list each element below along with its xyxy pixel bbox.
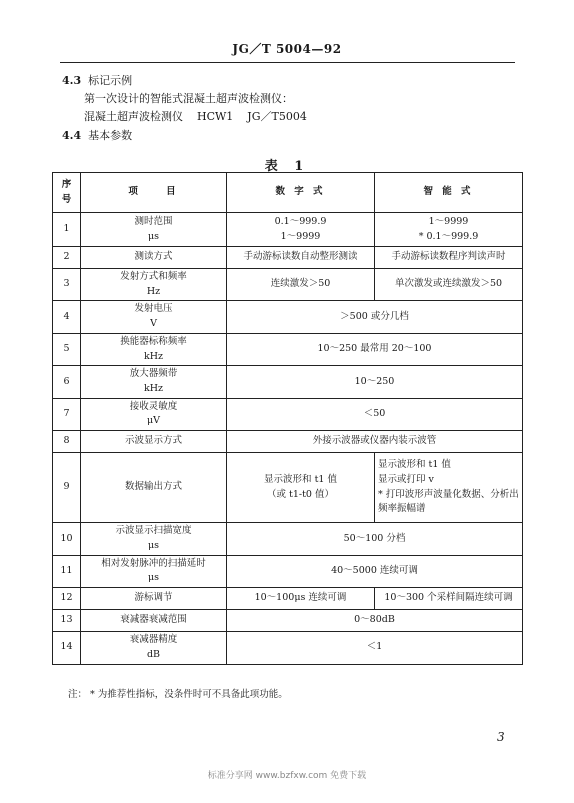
cell-seq: 13 xyxy=(53,610,81,632)
cell-item: 衰减器衰减范围 xyxy=(81,610,227,632)
table-row xyxy=(53,555,523,587)
table-row xyxy=(53,301,523,333)
cell-seq: 10 xyxy=(53,523,81,555)
header-digital: 数 字 式 xyxy=(227,173,375,213)
cell-item: 相对发射脉冲的扫描延时 μs xyxy=(81,555,227,587)
table-caption: 表 1 xyxy=(264,159,310,174)
header-rule xyxy=(60,62,515,63)
cell-item: 发射方式和频率 Hz xyxy=(81,269,227,301)
cell-seq: 6 xyxy=(53,366,81,398)
cell-item: 测时范围 μs xyxy=(81,213,227,247)
cell-seq: 14 xyxy=(53,632,81,664)
cell-value-merged: 10～250 最常用 20～100 xyxy=(227,333,523,365)
cell-item: 放大器频带 kHz xyxy=(81,366,227,398)
table-row xyxy=(53,398,523,430)
section-number: 4.4 xyxy=(62,129,82,142)
cell-value-merged: ＜1 xyxy=(227,632,523,664)
document-header: JG／T 5004—92 xyxy=(232,42,342,56)
table-row xyxy=(53,610,523,632)
example-line-2: 混凝土超声波检测仪 HCW1 JG／T5004 xyxy=(84,110,307,123)
cell-seq: 8 xyxy=(53,431,81,453)
table-row xyxy=(53,366,523,398)
cell-seq: 3 xyxy=(53,269,81,301)
cell-seq: 1 xyxy=(53,213,81,247)
header-seq: 序 号 xyxy=(53,173,81,213)
cell-seq: 9 xyxy=(53,453,81,523)
section-title: 基本参数 xyxy=(88,129,133,142)
cell-digital: 显示波形和 t1 值 （或 t1-t0 值） xyxy=(227,453,375,523)
cell-value-merged: ＞500 或分几档 xyxy=(227,301,523,333)
cell-smart: 显示波形和 t1 值 显示或打印 v * 打印波形声波量化数据、分析出频率振幅谱 xyxy=(375,453,523,523)
cell-smart: 手动游标读数程序判读声时 xyxy=(375,247,523,269)
cell-seq: 7 xyxy=(53,398,81,430)
cell-item: 数据输出方式 xyxy=(81,453,227,523)
cell-value-merged: 10～250 xyxy=(227,366,523,398)
watermark-footer: 标准分享网 www.bzfxw.com 免费下载 xyxy=(207,771,367,781)
table-row xyxy=(53,588,523,610)
cell-digital: 连续激发＞50 xyxy=(227,269,375,301)
table-row xyxy=(53,269,523,301)
section-number: 4.3 xyxy=(62,74,82,87)
cell-item: 示波显示扫描宽度 μs xyxy=(81,523,227,555)
cell-item: 发射电压 V xyxy=(81,301,227,333)
cell-smart: 1～9999 * 0.1～999.9 xyxy=(375,213,523,247)
cell-value-merged: 外接示波器或仪器内装示波管 xyxy=(227,431,523,453)
cell-item: 示波显示方式 xyxy=(81,431,227,453)
cell-smart: 10～300 个采样间隔连续可调 xyxy=(375,588,523,610)
table-row xyxy=(53,453,523,523)
cell-seq: 11 xyxy=(53,555,81,587)
cell-smart: 单次激发或连续激发＞50 xyxy=(375,269,523,301)
table-header-row xyxy=(53,173,523,213)
table-row xyxy=(53,632,523,664)
section-title: 标记示例 xyxy=(88,74,133,87)
cell-value-merged: 40～5000 连续可调 xyxy=(227,555,523,587)
page-number: 3 xyxy=(497,730,505,744)
cell-seq: 5 xyxy=(53,333,81,365)
cell-value-merged: 50～100 分档 xyxy=(227,523,523,555)
table-row xyxy=(53,431,523,453)
header-item: 项 目 xyxy=(81,173,227,213)
cell-digital: 手动游标读数自动整形测读 xyxy=(227,247,375,269)
section-4-4 xyxy=(62,127,132,143)
cell-seq: 2 xyxy=(53,247,81,269)
cell-digital: 0.1～999.9 1～9999 xyxy=(227,213,375,247)
table-row xyxy=(53,213,523,247)
table-row xyxy=(53,247,523,269)
table-row xyxy=(53,523,523,555)
table-row xyxy=(53,333,523,365)
cell-item: 游标调节 xyxy=(81,588,227,610)
header-smart: 智 能 式 xyxy=(375,173,523,213)
cell-seq: 12 xyxy=(53,588,81,610)
cell-item: 衰减器精度 dB xyxy=(81,632,227,664)
table-note: 注： * 为推荐性指标，没条件时可不具备此项功能。 xyxy=(68,689,288,700)
cell-item: 测读方式 xyxy=(81,247,227,269)
cell-seq: 4 xyxy=(53,301,81,333)
parameter-table xyxy=(52,172,523,665)
cell-item: 换能器标称频率 kHz xyxy=(81,333,227,365)
cell-item: 接收灵敏度 μV xyxy=(81,398,227,430)
example-line-1: 第一次设计的智能式混凝土超声波检测仪： xyxy=(84,92,293,105)
section-4-3 xyxy=(62,72,132,88)
cell-digital: 10～100μs 连续可调 xyxy=(227,588,375,610)
cell-value-merged: ＜50 xyxy=(227,398,523,430)
cell-value-merged: 0～80dB xyxy=(227,610,523,632)
